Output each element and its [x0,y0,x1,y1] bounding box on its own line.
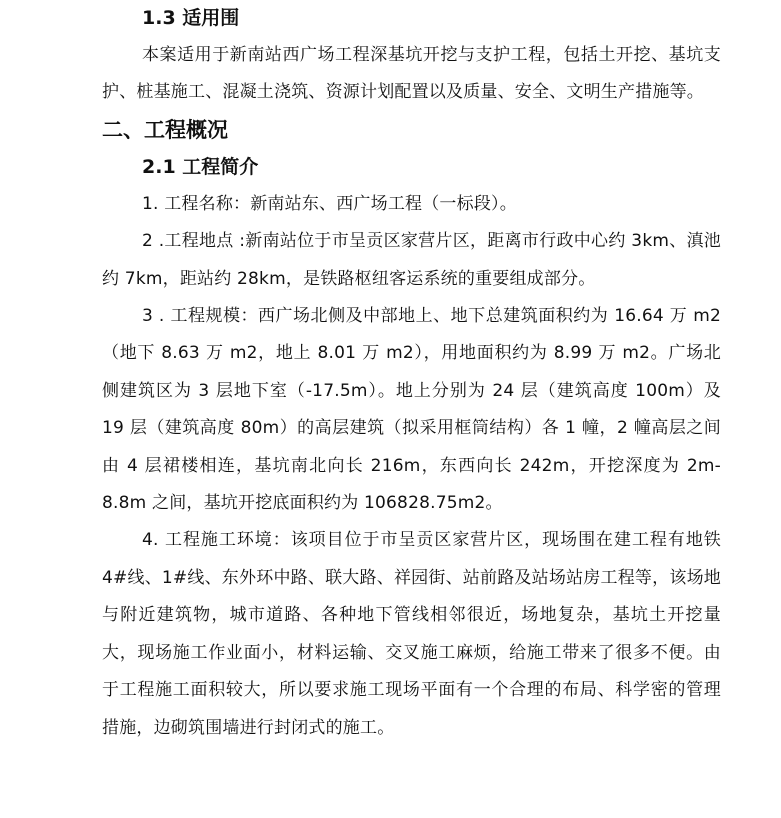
section-1-3-heading: 1.3 适用围 [142,7,240,29]
item-1-paragraph: 1. 工程名称：新南站东、西广场工程（一标段）。 [142,193,517,214]
section-2-1-heading: 2.1 工程简介 [142,155,259,178]
section-2-heading: 二、工程概况 [102,117,228,142]
item-4-paragraph: 4. 工程施工环境：该项目位于市呈贡区家营片区，现场围在建工程有地铁 4#线、1#线、东外环中路、联大路、祥园街、站前路及站场站房工程等，该场地与附近建筑物，城市道路、各种地下管线相邻很近，场地复杂，基坑土开挖量大，现场施工作业面小，材料运输、交叉施工麻烦，给施工带来了很多不便。由于工程施工面积较大，所以要求施工现场平面有一个合理的布局、科学密的管理措施，边砌筑围墙进行封闭式的施工。 [102,530,721,738]
item-2-paragraph: 2 .工程地点 :新南站位于市呈贡区家营片区，距离市行政中心约 3km、滇池约 7km，距站约 28km，是铁路枢纽客运系统的重要组成部分。 [102,231,721,289]
section-1-3-paragraph: 本案适用于新南站西广场工程深基坑开挖与支护工程，包括土开挖、基坑支护、桩基施工、混凝土浇筑、资源计划配置以及质量、安全、文明生产措施等。 [102,45,721,103]
item-3-paragraph: 3 . 工程规模：西广场北侧及中部地上、地下总建筑面积约为 16.64 万 m2（地下 8.63 万 m2，地上 8.01 万 m2），用地面积约为 8.99 万 m2。广场北侧建筑区为 3 层地下室（-17.5m）。地上分别为 24 层（建筑高度 100m）及 19 层（建筑高度 80m）的高层建筑（拟采用框筒结构）各 1 幢，2 幢高层之间由 4 层裙楼相连，基坑南北向长 216m，东西向长 242m，开挖深度为 2m-8.8m 之间，基坑开挖底面积约为 106828.75m2。 [102,306,721,514]
